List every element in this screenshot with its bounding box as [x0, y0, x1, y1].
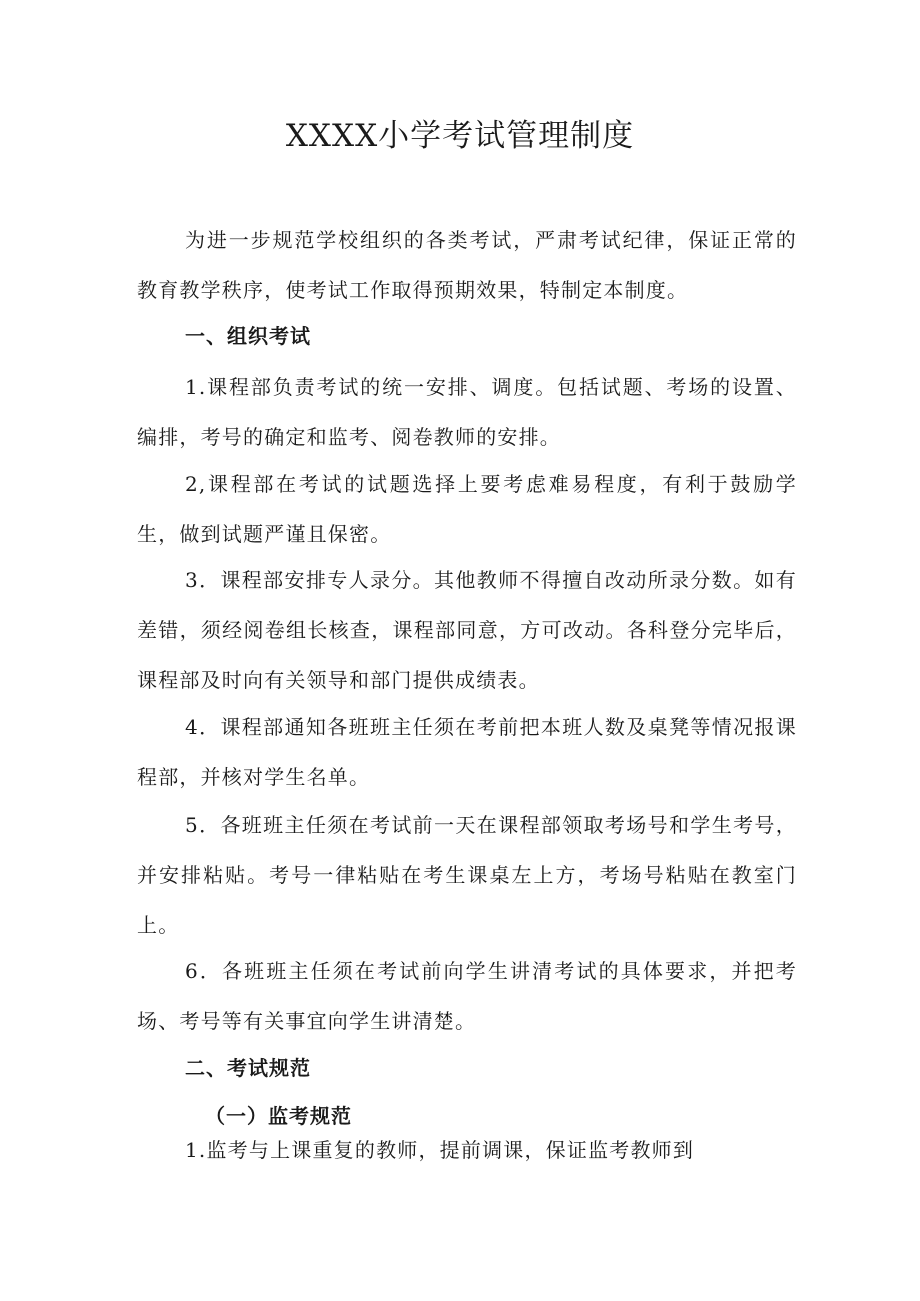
- subsection-heading-invigilation: （一）监考规范: [205, 1104, 352, 1128]
- document-title: XXXX小学考试管理制度: [285, 118, 635, 154]
- section-heading-norms: 二、考试规范: [185, 1056, 311, 1080]
- section1-item-6: 6．各班班主任须在考试前向学生讲清考试的具体要求，并把考场、考号等有关事宜向学生讲清楚。: [137, 959, 797, 1033]
- section2-item-1: 1.监考与上课重复的教师，提前调课，保证监考教师到: [185, 1138, 695, 1162]
- section1-item-2: 2,课程部在考试的试题选择上要考虑难易程度，有利于鼓励学生，做到试题严谨且保密。: [137, 472, 797, 546]
- section-heading-organize: 一、组织考试: [185, 324, 311, 348]
- intro-paragraph: 为进一步规范学校组织的各类考试，严肃考试纪律，保证正常的教育教学秩序，使考试工作取得预期效果，特制定本制度。: [137, 228, 797, 302]
- section1-item-4: 4．课程部通知各班班主任须在考前把本班人数及桌凳等情况报课程部，并核对学生名单。: [137, 715, 797, 789]
- section1-item-3: 3．课程部安排专人录分。其他教师不得擅自改动所录分数。如有差错，须经阅卷组长核查，课程部同意，方可改动。各科登分完毕后，课程部及时向有关领导和部门提供成绩表。: [137, 568, 797, 692]
- section1-item-1: 1.课程部负责考试的统一安排、调度。包括试题、考场的设置、编排，考号的确定和监考、阅卷教师的安排。: [137, 375, 797, 449]
- section1-item-5: 5．各班班主任须在考试前一天在课程部领取考场号和学生考号，并安排粘贴。考号一律粘贴在考生课桌左上方，考场号粘贴在教室门上。: [137, 813, 797, 937]
